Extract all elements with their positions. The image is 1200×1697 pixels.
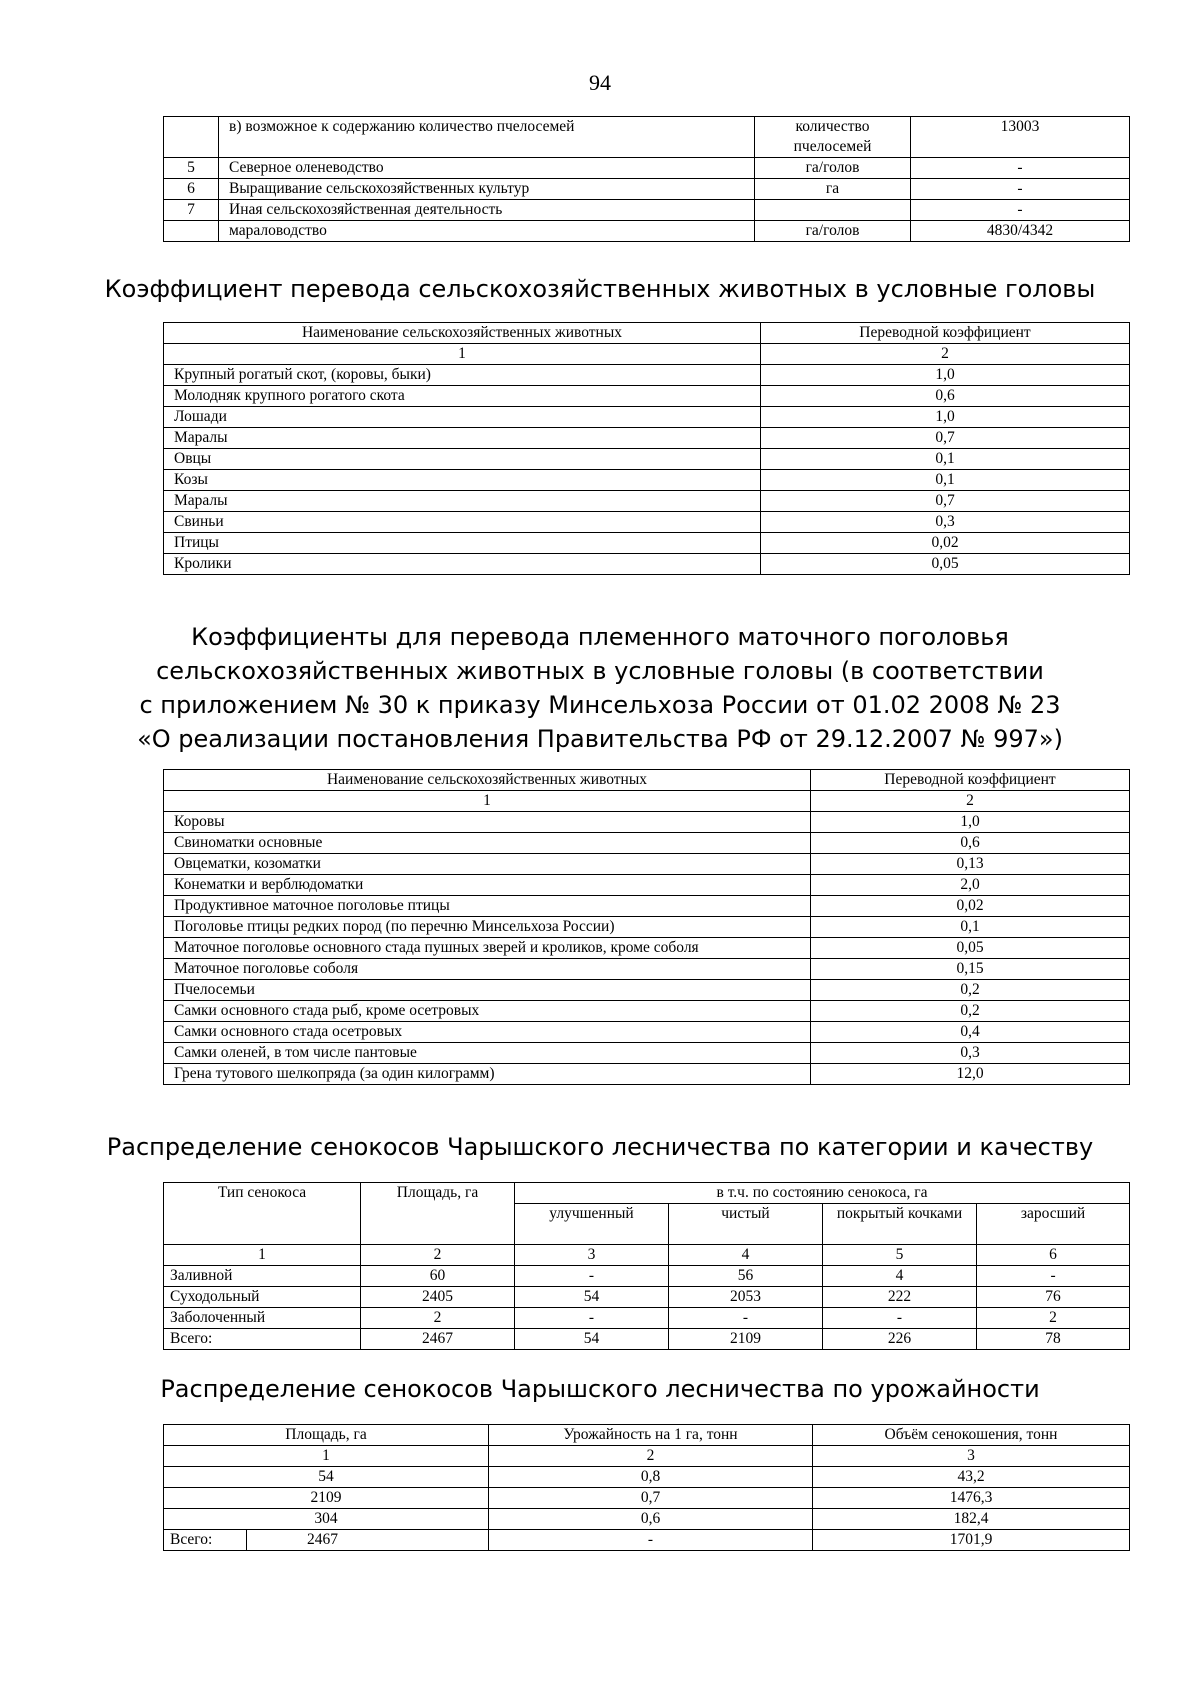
column-header: покрытый кочками <box>823 1204 977 1245</box>
row-number: 5 <box>164 158 219 179</box>
total-row <box>164 1530 1130 1551</box>
area-value: 54 <box>515 1329 669 1350</box>
table-row <box>164 1329 1130 1350</box>
value-cell: - <box>911 200 1130 221</box>
table-row <box>164 117 1130 158</box>
column-number: 2 <box>361 1245 515 1266</box>
column-header: Наименование сельскохозяйственных животных <box>164 323 761 344</box>
coefficient-value: 0,6 <box>761 386 1130 407</box>
activity-name: Иная сельскохозяйственная деятельность <box>219 200 755 221</box>
total-yield: - <box>489 1530 813 1551</box>
animal-name: Пчелосемьи <box>164 980 811 1001</box>
table-row <box>164 491 1130 512</box>
unit-cell: га/голов <box>755 221 911 242</box>
column-number-row <box>164 1446 1130 1467</box>
coefficient-value: 0,1 <box>811 917 1130 938</box>
total-label: Всего: <box>164 1530 247 1551</box>
coefficient-value: 0,05 <box>811 938 1130 959</box>
animal-name: Кролики <box>164 554 761 575</box>
column-number: 6 <box>977 1245 1130 1266</box>
animal-name: Молодняк крупного рогатого скота <box>164 386 761 407</box>
animal-name: Овцы <box>164 449 761 470</box>
coefficient-value: 0,02 <box>761 533 1130 554</box>
animal-name: Поголовье птицы редких пород (по перечню Минсельхоза России) <box>164 917 811 938</box>
coefficient-value: 0,1 <box>761 449 1130 470</box>
column-number: 5 <box>823 1245 977 1266</box>
column-number-row <box>164 791 1130 812</box>
row-number: 6 <box>164 179 219 200</box>
table-row <box>164 533 1130 554</box>
hayfield-quality-table <box>163 1182 1130 1350</box>
animal-name: Маточное поголовье основного стада пушных зверей и кроликов, кроме соболя <box>164 938 811 959</box>
column-number: 2 <box>811 791 1130 812</box>
column-number: 2 <box>761 344 1130 365</box>
animal-name: Маточное поголовье соболя <box>164 959 811 980</box>
unit-cell <box>755 200 911 221</box>
table-row <box>164 1022 1130 1043</box>
coefficient-value: 0,05 <box>761 554 1130 575</box>
coefficient-value: 0,02 <box>811 896 1130 917</box>
table-row <box>164 449 1130 470</box>
unit-cell: га/голов <box>755 158 911 179</box>
coefficient-value: 0,13 <box>811 854 1130 875</box>
table-row <box>164 1287 1130 1308</box>
coefficient-value: 0,4 <box>811 1022 1130 1043</box>
table-row <box>164 833 1130 854</box>
yield-value: 0,8 <box>489 1467 813 1488</box>
animal-name: Козы <box>164 470 761 491</box>
table-row <box>164 896 1130 917</box>
column-header: Переводной коэффициент <box>811 770 1130 791</box>
total-volume: 1701,9 <box>813 1530 1130 1551</box>
table-row <box>164 1488 1130 1509</box>
animal-name: Маралы <box>164 491 761 512</box>
table-row <box>164 959 1130 980</box>
table-row <box>164 1043 1130 1064</box>
animal-name: Лошади <box>164 407 761 428</box>
area-value: 76 <box>977 1287 1130 1308</box>
coefficient-value: 2,0 <box>811 875 1130 896</box>
table-row <box>164 386 1130 407</box>
column-number: 4 <box>669 1245 823 1266</box>
value-cell: 4830/4342 <box>911 221 1130 242</box>
hayfield-yield-table <box>163 1424 1130 1551</box>
animal-name: Птицы <box>164 533 761 554</box>
animal-name: Продуктивное маточное поголовье птицы <box>164 896 811 917</box>
table-row <box>164 365 1130 386</box>
animal-name: Свиноматки основные <box>164 833 811 854</box>
coefficient-value: 1,0 <box>811 812 1130 833</box>
hayfield-type: Суходольный <box>164 1287 361 1308</box>
animal-name: Самки оленей, в том числе пантовые <box>164 1043 811 1064</box>
table-row <box>164 158 1130 179</box>
heading-line: сельскохозяйственных животных в условные головы (в соответствии <box>156 657 1044 685</box>
animal-coefficient-table <box>163 322 1130 575</box>
column-number: 1 <box>164 344 761 365</box>
row-number: 7 <box>164 200 219 221</box>
area-value: - <box>669 1308 823 1329</box>
column-header: Урожайность на 1 га, тонн <box>489 1425 813 1446</box>
table-row <box>164 179 1130 200</box>
page-number: 94 <box>589 70 611 95</box>
area-value: 2109 <box>164 1488 489 1509</box>
column-header: Площадь, га <box>164 1425 489 1446</box>
value-cell: - <box>911 179 1130 200</box>
area-value: 226 <box>823 1329 977 1350</box>
table-row <box>164 875 1130 896</box>
animal-name: Маралы <box>164 428 761 449</box>
column-number: 1 <box>164 791 811 812</box>
column-number: 3 <box>813 1446 1130 1467</box>
activity-name: в) возможное к содержанию количество пчелосемей <box>219 117 755 158</box>
yield-value: 0,6 <box>489 1509 813 1530</box>
breeding-coefficient-table <box>163 769 1130 1085</box>
heading-line: с приложением № 30 к приказу Минсельхоза России от 01.02 2008 № 23 <box>139 691 1061 719</box>
table-header-row <box>164 1183 1130 1204</box>
unit-cell: га <box>755 179 911 200</box>
coefficient-value: 1,0 <box>761 365 1130 386</box>
table-row <box>164 854 1130 875</box>
animal-name: Овцематки, козоматки <box>164 854 811 875</box>
table-row <box>164 938 1130 959</box>
area-value: 222 <box>823 1287 977 1308</box>
volume-value: 1476,3 <box>813 1488 1130 1509</box>
area-value: 2 <box>361 1308 515 1329</box>
table-row <box>164 200 1130 221</box>
area-value: 54 <box>515 1287 669 1308</box>
animal-name: Самки основного стада рыб, кроме осетровых <box>164 1001 811 1022</box>
table-row <box>164 1308 1130 1329</box>
activity-name: Выращивание сельскохозяйственных культур <box>219 179 755 200</box>
hayfield-type: Всего: <box>164 1329 361 1350</box>
hayfield-quality-heading: Распределение сенокосов Чарышского лесничества по категории и качеству <box>106 1133 1094 1161</box>
yield-value: 0,7 <box>489 1488 813 1509</box>
coefficient-heading: Коэффициент перевода сельскохозяйственных животных в условные головы <box>104 275 1096 303</box>
table-row <box>164 1266 1130 1287</box>
table-header-row <box>164 770 1130 791</box>
coefficient-value: 12,0 <box>811 1064 1130 1085</box>
table-row <box>164 554 1130 575</box>
activity-name: Северное оленеводство <box>219 158 755 179</box>
area-value: - <box>823 1308 977 1329</box>
area-value: 56 <box>669 1266 823 1287</box>
column-header: Площадь, га <box>361 1183 515 1245</box>
column-group-header: в т.ч. по состоянию сенокоса, га <box>515 1183 1130 1204</box>
activity-name: мараловодство <box>219 221 755 242</box>
animal-name: Самки основного стада осетровых <box>164 1022 811 1043</box>
column-number-row <box>164 1245 1130 1266</box>
table-row <box>164 428 1130 449</box>
column-header: чистый <box>669 1204 823 1245</box>
animal-name: Свиньи <box>164 512 761 533</box>
coefficient-value: 0,3 <box>761 512 1130 533</box>
coefficient-value: 0,7 <box>761 491 1130 512</box>
coefficient-value: 0,3 <box>811 1043 1130 1064</box>
table-header-row <box>164 323 1130 344</box>
area-value: 2109 <box>669 1329 823 1350</box>
table-row <box>164 221 1130 242</box>
coefficient-value: 1,0 <box>761 407 1130 428</box>
hayfield-type: Заболоченный <box>164 1308 361 1329</box>
animal-name: Коровы <box>164 812 811 833</box>
column-header: Тип сенокоса <box>164 1183 361 1245</box>
column-header: Наименование сельскохозяйственных животных <box>164 770 811 791</box>
unit-cell: количество пчелосемей <box>755 117 911 158</box>
land-use-table <box>163 116 1130 242</box>
table-row <box>164 407 1130 428</box>
area-value: - <box>977 1266 1130 1287</box>
animal-name: Крупный рогатый скот, (коровы, быки) <box>164 365 761 386</box>
coefficient-value: 0,15 <box>811 959 1130 980</box>
area-value: - <box>515 1266 669 1287</box>
hayfield-type: Заливной <box>164 1266 361 1287</box>
value-cell: 13003 <box>911 117 1130 158</box>
column-header: Переводной коэффициент <box>761 323 1130 344</box>
table-header-row <box>164 1425 1130 1446</box>
column-header: Объём сенокошения, тонн <box>813 1425 1130 1446</box>
coefficient-value: 0,7 <box>761 428 1130 449</box>
heading-line: Коэффициенты для перевода племенного маточного поголовья <box>191 623 1009 651</box>
table-row <box>164 1064 1130 1085</box>
area-value: 304 <box>164 1509 489 1530</box>
animal-name: Грена тутового шелкопряда (за один килограмм) <box>164 1064 811 1085</box>
row-number <box>164 117 219 158</box>
area-value: 4 <box>823 1266 977 1287</box>
value-cell: - <box>911 158 1130 179</box>
animal-name: Конематки и верблюдоматки <box>164 875 811 896</box>
area-value: 54 <box>164 1467 489 1488</box>
heading-line: «О реализации постановления Правительства РФ от 29.12.2007 № 997») <box>137 725 1063 753</box>
coefficient-value: 0,1 <box>761 470 1130 491</box>
column-number: 1 <box>164 1245 361 1266</box>
coefficient-value: 0,2 <box>811 980 1130 1001</box>
area-value: - <box>515 1308 669 1329</box>
area-value: 78 <box>977 1329 1130 1350</box>
area-value: 2405 <box>361 1287 515 1308</box>
coefficient-value: 0,6 <box>811 833 1130 854</box>
coefficient-value: 0,2 <box>811 1001 1130 1022</box>
volume-value: 43,2 <box>813 1467 1130 1488</box>
area-value: 2053 <box>669 1287 823 1308</box>
column-header: заросший <box>977 1204 1130 1245</box>
volume-value: 182,4 <box>813 1509 1130 1530</box>
table-row <box>164 980 1130 1001</box>
hayfield-yield-heading: Распределение сенокосов Чарышского лесничества по урожайности <box>160 1375 1040 1403</box>
area-value: 2467 <box>361 1329 515 1350</box>
table-row <box>164 1467 1130 1488</box>
column-header: улучшенный <box>515 1204 669 1245</box>
total-area: 2467 <box>247 1530 489 1551</box>
table-row <box>164 1001 1130 1022</box>
column-number: 2 <box>489 1446 813 1467</box>
row-number <box>164 221 219 242</box>
column-number-row <box>164 344 1130 365</box>
column-number: 3 <box>515 1245 669 1266</box>
area-value: 2 <box>977 1308 1130 1329</box>
table-row <box>164 812 1130 833</box>
table-row <box>164 1509 1130 1530</box>
table-row <box>164 470 1130 491</box>
table-row <box>164 917 1130 938</box>
table-row <box>164 512 1130 533</box>
column-number: 1 <box>164 1446 489 1467</box>
area-value: 60 <box>361 1266 515 1287</box>
